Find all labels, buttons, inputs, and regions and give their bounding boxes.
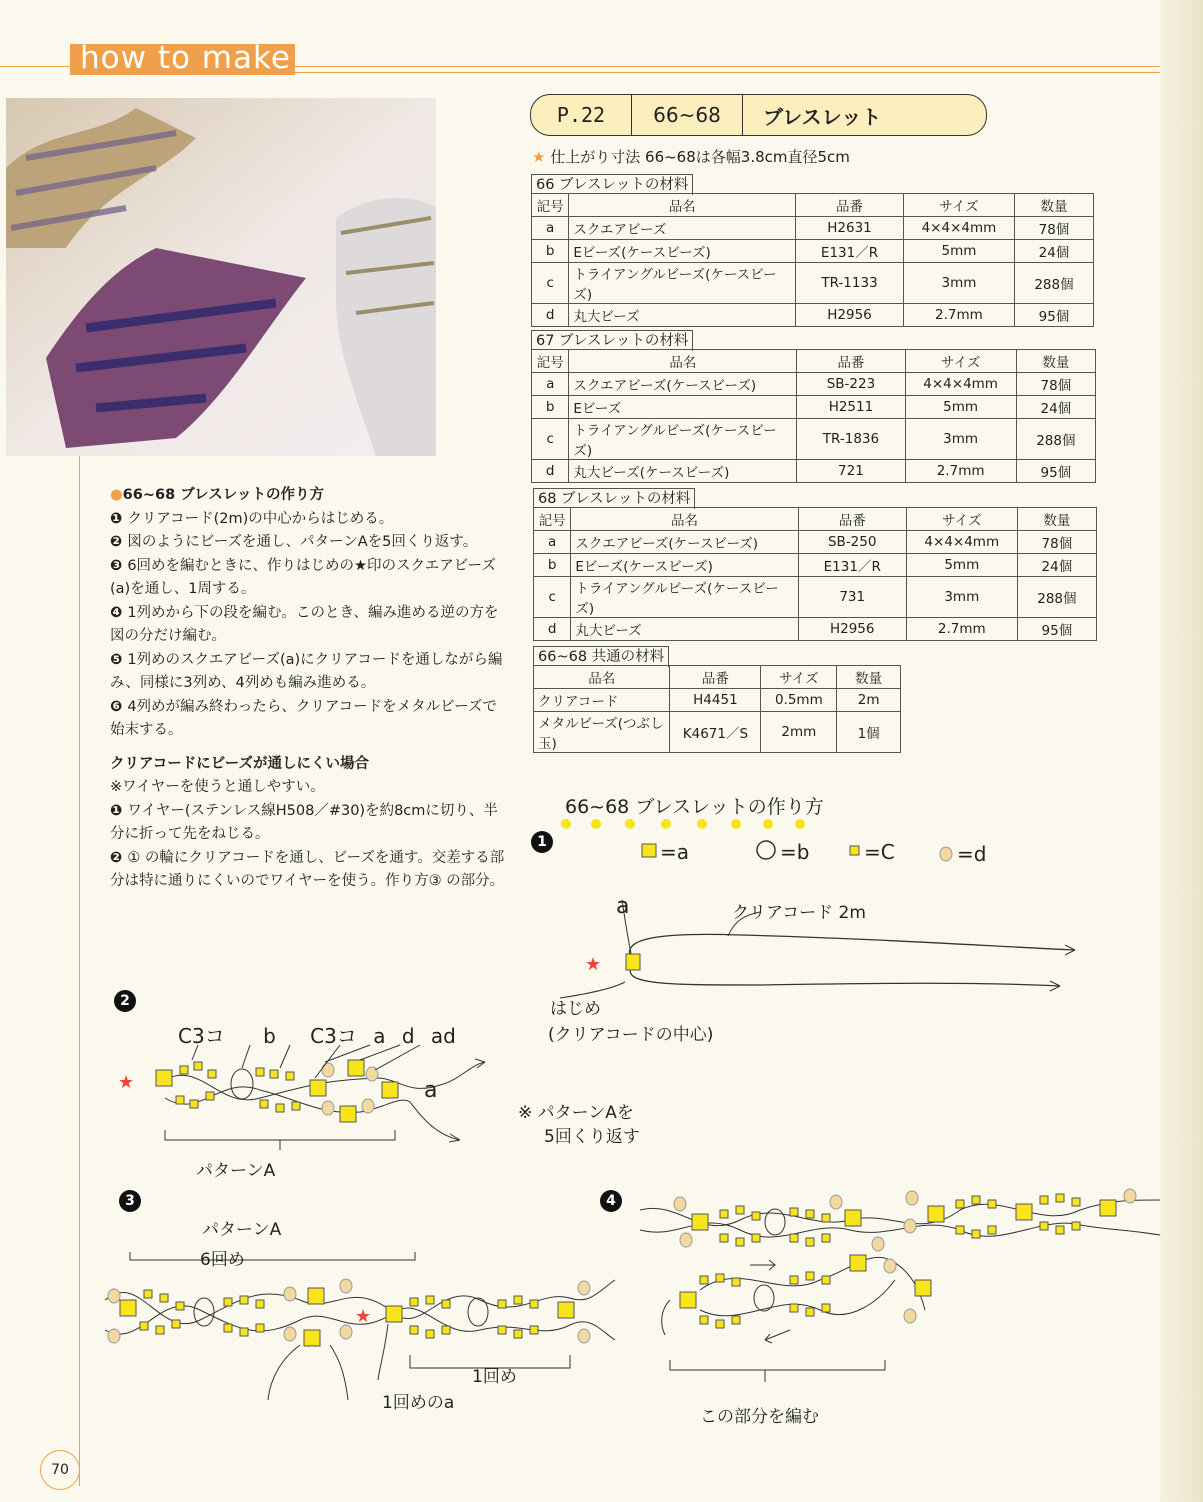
table-cell: 78個 xyxy=(1016,373,1095,396)
table-cell: 5mm xyxy=(903,240,1014,263)
table-row xyxy=(534,618,1097,641)
d4-note: この部分を編む xyxy=(700,1407,819,1427)
d2-pattern: パターンA xyxy=(196,1161,276,1181)
table-cell: 95個 xyxy=(1017,618,1096,641)
table-cell: H2956 xyxy=(798,618,906,641)
table-cell: Eビーズ xyxy=(569,396,797,419)
page-ref: P.22 xyxy=(556,103,606,127)
table-row xyxy=(532,304,1094,327)
table-cell: メタルビーズ(つぶし玉) xyxy=(534,712,670,753)
table-row xyxy=(534,577,1097,618)
table-cell: 2.7mm xyxy=(903,304,1014,327)
table-row xyxy=(534,712,901,753)
page-number: 70 xyxy=(40,1450,80,1490)
table-caption: 67 ブレスレットの材料 xyxy=(531,330,693,351)
table-cell: 731 xyxy=(798,577,906,618)
d2-end-a: a xyxy=(424,1078,438,1103)
step-text: 1列めのスクエアビーズ(a)にクリアコードを通しながら編み、同様に3列め、4列めも編み進める。 xyxy=(110,651,503,691)
table-row xyxy=(532,263,1094,304)
table-cell: 78個 xyxy=(1014,217,1093,240)
table-cell: 95個 xyxy=(1016,460,1095,483)
table-cell: Eビーズ(ケースビーズ) xyxy=(571,554,798,577)
table-row xyxy=(532,217,1094,240)
table-cell: H4451 xyxy=(670,689,761,712)
table-cell: TR-1836 xyxy=(797,419,905,460)
table-row xyxy=(532,373,1096,396)
d3-first: 1回め xyxy=(472,1367,517,1387)
table-cell: d xyxy=(532,304,569,327)
square-bead-icon xyxy=(640,842,660,860)
left-rule xyxy=(79,456,80,1486)
table-cell: d xyxy=(532,460,569,483)
legend-c: =C xyxy=(864,840,895,864)
column-header: 記号 xyxy=(534,508,571,531)
d2-label: b xyxy=(263,1024,276,1048)
table-cell: 24個 xyxy=(1017,554,1096,577)
table-row xyxy=(532,396,1096,419)
table-header-row xyxy=(534,508,1097,531)
table-cell: SB-223 xyxy=(797,373,905,396)
step-text: 1列めから下の段を編む。このとき、編み進める逆の方を図の分だけ編む。 xyxy=(110,604,499,644)
table-cell: b xyxy=(532,240,569,263)
table-cell: 288個 xyxy=(1016,419,1095,460)
d1-cord: クリアコード 2m xyxy=(732,903,866,923)
section-title: how to make xyxy=(80,40,291,76)
table-cell: 3mm xyxy=(903,263,1014,304)
step-6-icon: ❻ xyxy=(110,698,128,715)
materials-table-68 xyxy=(533,507,1097,641)
table-row xyxy=(534,531,1097,554)
triangle-bead-icon xyxy=(848,844,862,858)
round-bead-icon xyxy=(938,846,954,862)
table-cell: 丸大ビーズ xyxy=(569,304,796,327)
column-header: 品番 xyxy=(670,666,761,689)
table-cell: K4671／S xyxy=(670,712,761,753)
table-cell: トライアングルビーズ(ケースビーズ) xyxy=(569,263,796,304)
svg-text:★: ★ xyxy=(118,1072,135,1093)
table-cell: b xyxy=(532,396,569,419)
column-header: サイズ xyxy=(761,666,837,689)
tip-text: ワイヤー(ステンレス線H508／#30)を約8cmに切り、半分に折って先をねじる。 xyxy=(110,802,498,842)
table-row xyxy=(534,689,901,712)
column-header: 数量 xyxy=(1014,194,1093,217)
column-header: 品番 xyxy=(797,350,905,373)
table-cell: 3mm xyxy=(905,419,1016,460)
table-cell: 丸大ビーズ(ケースビーズ) xyxy=(569,460,797,483)
page-edge xyxy=(1160,0,1203,1502)
bracelet-photo xyxy=(6,98,436,456)
d1-label-a: a xyxy=(616,894,630,919)
step-1-badge: 1 xyxy=(531,831,553,853)
table-cell: 4×4×4mm xyxy=(905,373,1016,396)
d2-label: a xyxy=(373,1024,386,1048)
table-cell: a xyxy=(532,373,569,396)
svg-text:★: ★ xyxy=(355,1306,372,1327)
table-cell: 2.7mm xyxy=(906,618,1017,641)
table-cell: E131／R xyxy=(796,240,904,263)
table-cell: 95個 xyxy=(1014,304,1093,327)
d1-start: はじめ xyxy=(550,999,601,1019)
step-5-icon: ❺ xyxy=(110,651,128,668)
step-3-icon: ❸ xyxy=(110,557,128,574)
column-header: 品名 xyxy=(534,666,670,689)
column-header: 記号 xyxy=(532,194,569,217)
column-header: 品番 xyxy=(798,508,906,531)
tip-text: ① の輪にクリアコードを通し、ビーズを通す。交差する部分は特に通りにくいのでワイヤーを使う。作り方③ の部分。 xyxy=(110,849,505,889)
table-header-row xyxy=(534,666,901,689)
tip-heading: クリアコードにビーズが通しにくい場合 xyxy=(110,755,369,772)
column-header: 品名 xyxy=(569,350,797,373)
table-cell: 0.5mm xyxy=(761,689,837,712)
column-header: 品名 xyxy=(571,508,798,531)
d3-pattern: パターンA xyxy=(202,1220,282,1240)
table-cell: 4×4×4mm xyxy=(906,531,1017,554)
column-header: 品番 xyxy=(796,194,904,217)
step-2-icon: ❷ xyxy=(110,534,128,550)
item-name: ブレスレット xyxy=(763,104,882,129)
table-cell: 1個 xyxy=(837,712,901,753)
legend-b: =b xyxy=(780,840,810,864)
table-cell: SB-250 xyxy=(798,531,906,554)
table-cell: 24個 xyxy=(1016,396,1095,419)
table-cell: 288個 xyxy=(1014,263,1093,304)
table-cell: トライアングルビーズ(ケースビーズ) xyxy=(569,419,797,460)
column-header: サイズ xyxy=(906,508,1017,531)
column-header: 記号 xyxy=(532,350,569,373)
finish-size-text: 66~68は各幅3.8cm直径5cm xyxy=(645,148,850,166)
table-header-row xyxy=(532,350,1096,373)
legend-d: =d xyxy=(957,842,987,866)
d2-label: a xyxy=(430,1024,444,1048)
table-cell: E131／R xyxy=(798,554,906,577)
table-row xyxy=(532,240,1094,263)
step-4-badge: 4 xyxy=(600,1190,622,1212)
finish-size xyxy=(532,146,850,167)
instructions xyxy=(110,484,505,894)
table-cell: c xyxy=(532,263,569,304)
table-cell: 288個 xyxy=(1017,577,1096,618)
table-row xyxy=(534,554,1097,577)
column-header: サイズ xyxy=(903,194,1014,217)
table-cell: 丸大ビーズ xyxy=(571,618,798,641)
table-cell: 3mm xyxy=(906,577,1017,618)
legend-a: =a xyxy=(660,840,690,864)
column-header: 数量 xyxy=(1016,350,1095,373)
column-header: 品名 xyxy=(569,194,796,217)
table-cell: 78個 xyxy=(1017,531,1096,554)
table-cell: H2956 xyxy=(796,304,904,327)
diagram-title: 66~68 ブレスレットの作り方 xyxy=(565,796,824,818)
tip-1-icon: ❶ xyxy=(110,802,128,819)
table-cell: a xyxy=(532,217,569,240)
table-cell: c xyxy=(534,577,571,618)
table-row xyxy=(532,419,1096,460)
item-numbers: 66~68 xyxy=(653,103,721,127)
instructions-heading: 66~68 ブレスレットの作り方 xyxy=(122,487,325,503)
materials-table-66 xyxy=(531,193,1094,327)
diagram-4 xyxy=(640,1180,1160,1400)
d2-label: d xyxy=(443,1024,456,1048)
table-cell: 4×4×4mm xyxy=(903,217,1014,240)
d2-label: C3コ xyxy=(310,1024,357,1048)
step-text: 6回めを編むときに、作りはじめの★印のスクエアビーズ(a)を通し、1周する。 xyxy=(110,557,496,597)
star-icon: ★ xyxy=(532,148,546,166)
d2-label: d xyxy=(401,1024,415,1048)
table-cell: トライアングルビーズ(ケースビーズ) xyxy=(571,577,798,618)
table-cell: c xyxy=(532,419,569,460)
bullet-icon: ● xyxy=(110,487,123,503)
step-1-icon: ❶ xyxy=(110,510,128,527)
table-cell: 24個 xyxy=(1014,240,1093,263)
step-2-badge: 2 xyxy=(114,990,136,1012)
table-cell: b xyxy=(534,554,571,577)
step-4-icon: ❹ xyxy=(110,604,128,621)
step-3-badge: 3 xyxy=(119,1190,141,1212)
table-cell: 2m xyxy=(837,689,901,712)
table-cell: スクエアビーズ(ケースビーズ) xyxy=(569,373,797,396)
title-dots xyxy=(560,818,820,830)
column-header: 数量 xyxy=(837,666,901,689)
d2-note-2: 5回くり返す xyxy=(544,1127,640,1147)
d3-sixth: 6回め xyxy=(200,1250,245,1270)
d1-start-note: (クリアコードの中心) xyxy=(548,1025,714,1045)
table-row xyxy=(532,460,1096,483)
title-pill xyxy=(530,94,987,136)
column-header: サイズ xyxy=(905,350,1016,373)
step-text: 4列めが編み終わったら、クリアコードをメタルビーズで始末する。 xyxy=(110,698,497,738)
table-cell: スクエアビーズ xyxy=(569,217,796,240)
svg-text:★: ★ xyxy=(585,954,602,975)
table-caption: 66~68 共通の材料 xyxy=(533,646,669,667)
table-cell: 2mm xyxy=(761,712,837,753)
materials-table-67 xyxy=(531,349,1096,483)
table-cell: d xyxy=(534,618,571,641)
step-text: クリアコード(2m)の中心からはじめる。 xyxy=(127,510,394,527)
table-cell: スクエアビーズ(ケースビーズ) xyxy=(571,531,798,554)
d2-label: C3コ xyxy=(178,1024,225,1048)
table-cell: 721 xyxy=(797,460,905,483)
header-rule-2 xyxy=(295,72,1160,73)
tip-note: ※ワイヤーを使うと通しやすい。 xyxy=(110,779,325,795)
table-cell: 5mm xyxy=(906,554,1017,577)
table-cell: TR-1133 xyxy=(796,263,904,304)
finish-size-label: 仕上がり寸法 xyxy=(550,148,641,166)
table-cell: 2.7mm xyxy=(905,460,1016,483)
table-cell: H2511 xyxy=(797,396,905,419)
table-caption: 68 ブレスレットの材料 xyxy=(533,488,695,509)
table-cell: 5mm xyxy=(905,396,1016,419)
table-cell: クリアコード xyxy=(534,689,670,712)
common-materials-table xyxy=(533,665,901,753)
table-caption: 66 ブレスレットの材料 xyxy=(531,174,693,195)
d2-labels xyxy=(178,1020,456,1049)
column-header: 数量 xyxy=(1017,508,1096,531)
e-bead-icon xyxy=(755,840,779,862)
d3-first-a: 1回めのa xyxy=(382,1393,455,1413)
step-text: 図のようにビーズを通し、パターンAを5回くり返す。 xyxy=(127,534,478,550)
table-header-row xyxy=(532,194,1094,217)
table-cell: a xyxy=(534,531,571,554)
d2-note-1: ※ パターンAを xyxy=(518,1103,634,1123)
tip-2-icon: ❷ xyxy=(110,849,128,866)
table-cell: H2631 xyxy=(796,217,904,240)
diagram-3 xyxy=(100,1260,620,1410)
table-cell: Eビーズ(ケースビーズ) xyxy=(569,240,796,263)
